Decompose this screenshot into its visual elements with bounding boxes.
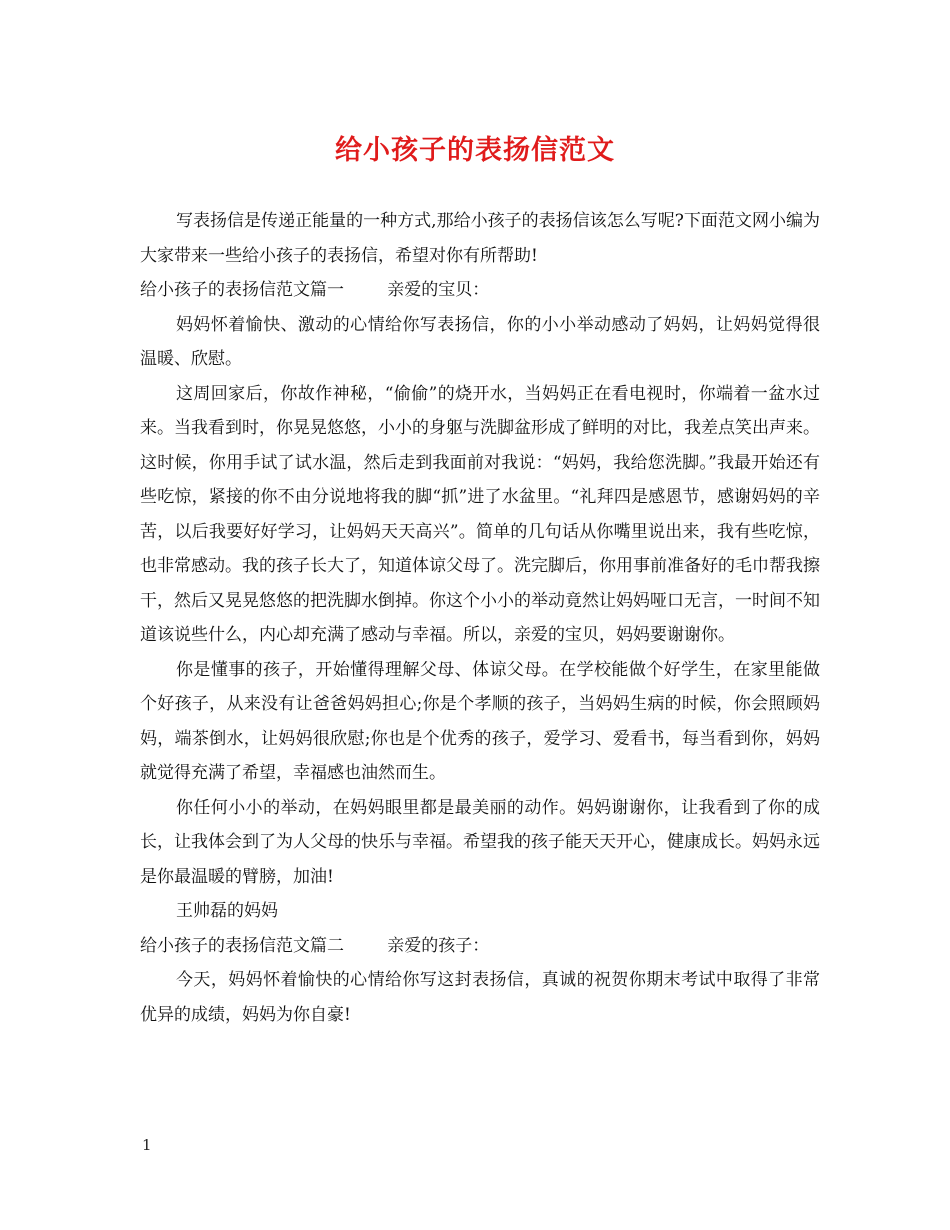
section-two-paragraph: 今天，妈妈怀着愉快的心情给你写这封表扬信，真诚的祝贺你期末考试中取得了非常优异的成绩，妈妈为你自豪!: [140, 970, 820, 1025]
section-one-heading-line: [140, 273, 820, 308]
document-body: [140, 204, 820, 1032]
section-two-heading: 给小孩子的表扬信范文篇二: [140, 935, 344, 956]
heading-spacer: [344, 936, 387, 956]
section-one-paragraph: 妈妈怀着愉快、激动的心情给你写表扬信，你的小小举动感动了妈妈，让妈妈觉得很温暖、欣慰。: [140, 314, 820, 369]
page-number: 1: [142, 1136, 152, 1154]
heading-spacer: [344, 280, 387, 300]
section-one-signature: 王帅磊的妈妈: [176, 901, 278, 921]
section-one-paragraph: 这周回家后，你故作神秘，“偷偷”的烧开水，当妈妈正在看电视时，你端着一盆水过来。当我看到时，你晃晃悠悠，小小的身躯与洗脚盆形成了鲜明的对比，我差点笑出声来。这时候，你用手试了试水温，然后走到我面前对我说：“妈妈，我给您洗脚。”我最开始还有些吃惊，紧接的你不由分说地将我的脚“抓”进了水盆里。“礼拜四是感恩节，感谢妈妈的辛苦，以后我要好好学习，让妈妈天天高兴”。简单的几句话从你嘴里说出来，我有些吃惊，也非常感动。我的孩子长大了，知道体谅父母了。洗完脚后，你用事前准备好的毛巾帮我擦干，然后又晃晃悠悠的把洗脚水倒掉。你这个小小的举动竟然让妈妈哑口无言，一时间不知道该说些什么，内心却充满了感动与幸福。所以，亲爱的宝贝，妈妈要谢谢你。: [140, 383, 820, 645]
section-one-paragraph: 你是懂事的孩子，开始懂得理解父母、体谅父母。在学校能做个好学生，在家里能做个好孩子，从来没有让爸爸妈妈担心;你是个孝顺的孩子，当妈妈生病的时候，你会照顾妈妈，端茶倒水，让妈妈很欣慰;你也是个优秀的孩子，爱学习、爱看书，每当看到你，妈妈就觉得充满了希望，幸福感也油然而生。: [140, 659, 820, 783]
section-two-salutation: 亲爱的孩子：: [387, 935, 490, 956]
section-one-paragraph: 你任何小小的举动，在妈妈眼里都是最美丽的动作。妈妈谢谢你，让我看到了你的成长，让我体会到了为人父母的快乐与幸福。希望我的孩子能天天开心，健康成长。妈妈永远是你最温暖的臂膀，加油!: [140, 797, 820, 887]
section-one-salutation: 亲爱的宝贝：: [387, 280, 490, 300]
section-two-heading-line: [140, 929, 820, 964]
document-title: 给小孩子的表扬信范文: [335, 135, 615, 166]
intro-paragraph: 写表扬信是传递正能量的一种方式,那给小孩子的表扬信该怎么写呢?下面范文网小编为大家带来一些给小孩子的表扬信，希望对你有所帮助!: [140, 211, 820, 266]
section-one-heading: 给小孩子的表扬信范文篇一: [140, 280, 344, 300]
